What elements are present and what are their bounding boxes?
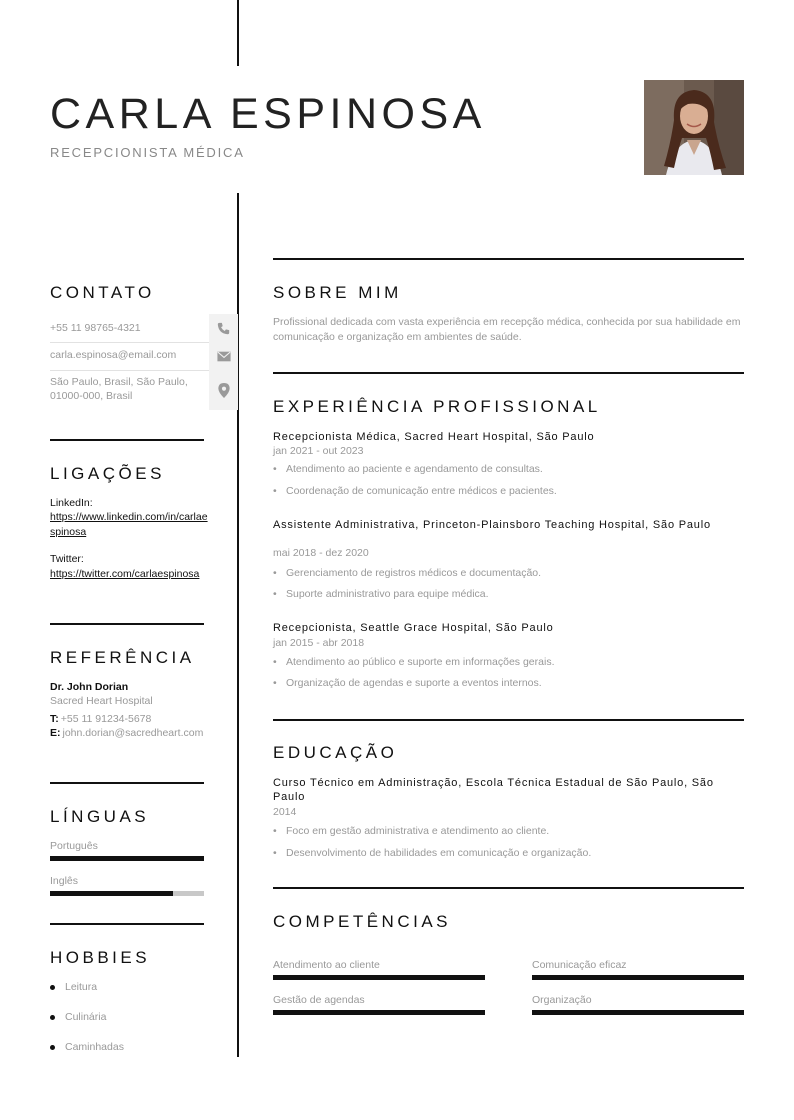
language-level-fill [50,891,173,896]
bullet-dot-icon [50,985,55,990]
bullet-marker-icon: • [273,677,277,689]
contact-heading: CONTATO [50,283,155,302]
bullet-marker-icon: • [273,463,277,475]
contact-email-row [50,342,238,370]
hobbies-heading: HOBBIES [50,948,151,967]
skill-level-fill [273,975,485,980]
experience-heading: EXPERIÊNCIA PROFISSIONAL [273,397,601,416]
language-name: Inglês [50,875,79,887]
hobby-label: Caminhadas [65,1041,124,1053]
linkedin-label: LinkedIn: [50,497,93,509]
job-bullet [273,567,744,579]
job-bullet-text: Atendimento ao paciente e agendamento de consultas. [286,463,543,475]
profile-photo [644,80,744,175]
skill-name: Comunicação eficaz [532,959,627,971]
job-dates: mai 2018 - dez 2020 [273,547,369,559]
section-divider [273,887,744,889]
reference-heading: REFERÊNCIA [50,648,195,667]
job-bullet-text: Coordenação de comunicação entre médicos e pacientes. [286,485,557,497]
job-bullet-text: Atendimento ao público e suporte em informações gerais. [286,656,555,668]
languages-heading: LÍNGUAS [50,807,150,826]
job-bullet-text: Gerenciamento de registros médicos e documentação. [286,567,542,579]
skill-level-fill [532,1010,744,1015]
job-bullet [273,463,744,475]
section-divider [273,719,744,721]
job-bullet [273,588,744,600]
about-heading: SOBRE MIM [273,283,402,302]
section-divider [50,923,204,925]
reference-email-line [50,726,208,741]
education-bullet-text: Desenvolvimento de habilidades em comunicação e organização. [286,847,592,859]
job-title: Recepcionista Médica, Sacred Heart Hospital, São Paulo [273,431,595,443]
links-heading: LIGAÇÕES [50,464,165,483]
skill-level-bar [532,975,744,980]
reference-phone[interactable]: +55 11 91234-5678 [60,713,152,725]
education-year: 2014 [273,806,297,818]
bullet-dot-icon [50,1045,55,1050]
hobby-label: Culinária [65,1011,107,1023]
language-level-bar [50,891,204,896]
hobby-item [50,981,97,993]
envelope-icon [209,342,238,370]
candidate-title: RECEPCIONISTA MÉDICA [50,145,245,160]
skill-level-bar [532,1010,744,1015]
job-bullet [273,656,744,668]
twitter-link[interactable]: https://twitter.com/carlaespinosa [50,568,200,580]
candidate-name: CARLA ESPINOSA [50,90,486,138]
language-level-fill [50,856,204,861]
bullet-marker-icon: • [273,656,277,668]
job-title: Assistente Administrativa, Princeton-Plainsboro Teaching Hospital, São Paulo [273,519,711,531]
bullet-marker-icon: • [273,567,277,579]
bullet-marker-icon: • [273,825,277,837]
education-bullet [273,825,744,837]
contact-address-row [50,370,238,410]
education-title: Curso Técnico em Administração, Escola Técnica Estadual de São Paulo, São Paulo [273,777,714,803]
education-bullet [273,847,744,859]
reference-email-label: E: [50,727,61,739]
reference-phone-label: T: [50,713,59,725]
section-divider [50,439,204,441]
location-pin-icon [209,370,238,410]
section-divider [50,782,204,784]
reference-phone-line [50,712,208,727]
bullet-marker-icon: • [273,485,277,497]
job-title: Recepcionista, Seattle Grace Hospital, São Paulo [273,622,554,634]
bullet-marker-icon: • [273,847,277,859]
contact-email[interactable]: carla.espinosa@email.com [50,349,177,361]
skill-level-bar [273,975,485,980]
skills-heading: COMPETÊNCIAS [273,912,452,931]
top-divider-line [237,0,239,66]
reference-email[interactable]: john.dorian@sacredheart.com [62,727,204,739]
bullet-dot-icon [50,1015,55,1020]
job-bullet [273,677,744,689]
skill-level-fill [273,1010,485,1015]
language-level-bar [50,856,204,861]
education-bullet-text: Foco em gestão administrativa e atendimento ao cliente. [286,825,550,837]
about-text: Profissional dedicada com vasta experiência em recepção médica, conhecida por sua habilidade em comunicação e organização em ambientes de saúde. [273,316,741,343]
reference-name: Dr. John Dorian [50,681,129,693]
hobby-label: Leitura [65,981,98,993]
skill-level-bar [273,1010,485,1015]
skill-name: Gestão de agendas [273,994,365,1006]
section-divider [273,372,744,374]
skill-name: Organização [532,994,592,1006]
job-dates: jan 2021 - out 2023 [273,445,364,457]
linkedin-link[interactable]: https://www.linkedin.com/in/carlaespinosa [50,511,208,538]
contact-phone-row [50,314,238,342]
contact-phone[interactable]: +55 11 98765-4321 [50,322,141,334]
job-bullet-text: Suporte administrativo para equipe médica. [286,588,489,600]
twitter-label: Twitter: [50,553,84,565]
phone-icon [209,314,238,342]
language-name: Português [50,840,98,852]
section-divider [50,623,204,625]
job-bullet-text: Organização de agendas e suporte a eventos internos. [286,677,542,689]
education-heading: EDUCAÇÃO [273,743,398,762]
job-dates: jan 2015 - abr 2018 [273,637,365,649]
job-bullet [273,485,744,497]
reference-organization: Sacred Heart Hospital [50,695,153,707]
contact-address: São Paulo, Brasil, São Paulo, 01000-000, Brasil [50,376,188,402]
hobby-item [50,1011,106,1023]
hobby-item [50,1041,124,1053]
skill-level-fill [532,975,744,980]
section-divider [273,258,744,260]
skill-name: Atendimento ao cliente [273,959,380,971]
bullet-marker-icon: • [273,588,277,600]
